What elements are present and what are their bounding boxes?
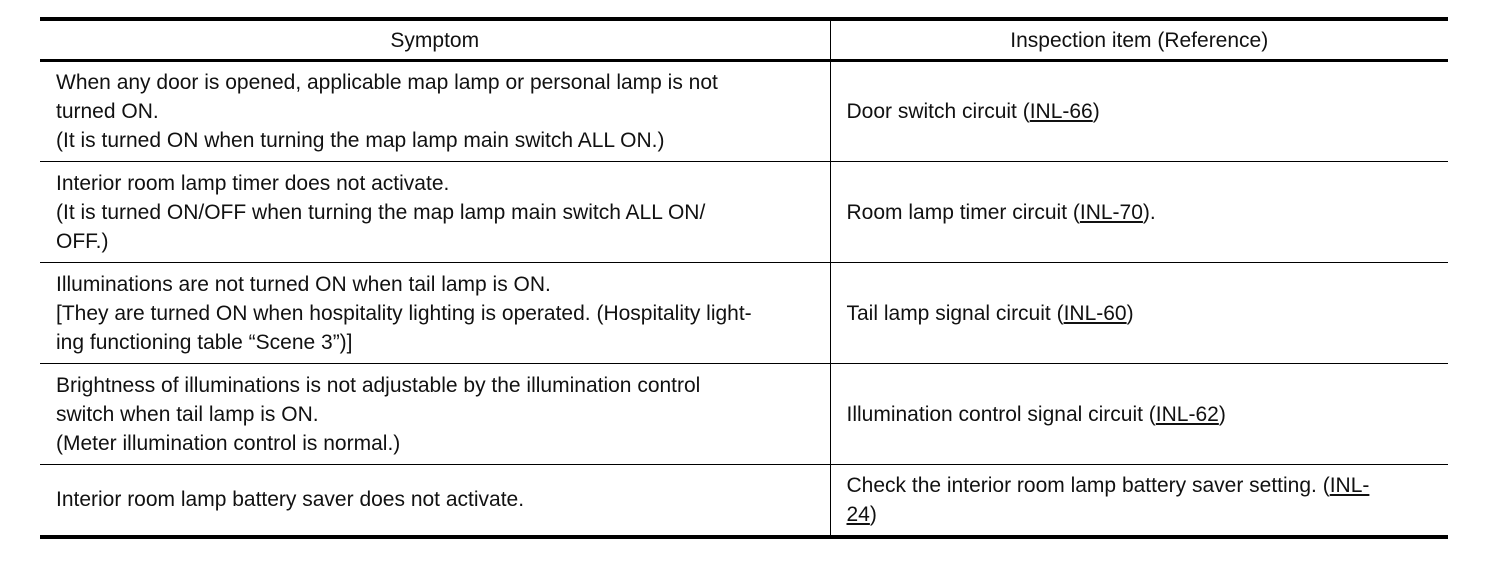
- symptom-text: [They are turned ON when hospitality lighting is operated. (Hospitality light-: [56, 301, 752, 325]
- reference-link[interactable]: INL-62: [1155, 402, 1219, 426]
- inspection-text-end: ).: [1142, 200, 1156, 224]
- inspection-cell: [830, 364, 1448, 465]
- table-row: [40, 162, 1448, 263]
- inspection-text-end: ): [1092, 100, 1100, 123]
- reference-link[interactable]: INL-: [1329, 473, 1370, 497]
- inspection-text-end: ): [1126, 301, 1134, 325]
- inspection-cell: [830, 61, 1448, 162]
- symptom-text: (It is turned ON when turning the map lamp main switch ALL ON.): [56, 129, 665, 152]
- table-header-row: [40, 19, 1448, 61]
- symptom-cell: [40, 465, 830, 537]
- header-inspection-item: Inspection item (Reference): [1010, 28, 1269, 52]
- reference-link-continued[interactable]: 24: [846, 502, 870, 526]
- table-row: [40, 263, 1448, 364]
- symptom-cell: [40, 61, 830, 162]
- symptom-text: When any door is opened, applicable map lamp or personal lamp is not: [56, 71, 718, 94]
- header-symptom: Symptom: [40, 19, 830, 61]
- inspection-text: Room lamp timer circuit (: [846, 200, 1080, 224]
- inspection-text: Check the interior room lamp battery saver setting. (: [846, 473, 1330, 497]
- symptom-text: turned ON.: [56, 100, 159, 123]
- inspection-text: Tail lamp signal circuit (: [846, 301, 1064, 325]
- inspection-cell: [830, 465, 1448, 537]
- inspection-text: Illumination control signal circuit (: [846, 402, 1156, 426]
- inspection-text: Door switch circuit (: [846, 100, 1030, 123]
- symptom-text: (It is turned ON/OFF when turning the map lamp main switch ALL ON/: [56, 200, 706, 224]
- inspection-cell: [830, 263, 1448, 364]
- symptom-text: Illuminations are not turned ON when tail lamp is ON.: [56, 272, 551, 296]
- symptom-cell: [40, 162, 830, 263]
- reference-link[interactable]: INL-60: [1063, 301, 1127, 325]
- symptom-inspection-table: [40, 17, 1448, 539]
- table-row: [40, 61, 1448, 162]
- symptom-text: OFF.): [56, 229, 109, 253]
- inspection-line: [847, 500, 1433, 529]
- symptom-cell: [40, 364, 830, 465]
- symptom-cell: [40, 263, 830, 364]
- symptom-inspection-table-container: [40, 17, 1448, 539]
- reference-link[interactable]: INL-70: [1079, 200, 1143, 224]
- symptom-text: switch when tail lamp is ON.: [56, 402, 319, 426]
- inspection-text-end: ): [869, 502, 877, 526]
- inspection-cell: [830, 162, 1448, 263]
- reference-link[interactable]: INL-66: [1029, 100, 1093, 123]
- table-row: [40, 465, 1448, 537]
- symptom-text: ing functioning table “Scene 3”)]: [56, 330, 353, 354]
- symptom-text: Interior room lamp timer does not activate.: [56, 171, 450, 195]
- inspection-line: [847, 471, 1433, 500]
- symptom-text: Brightness of illuminations is not adjustable by the illumination control: [56, 373, 701, 397]
- symptom-text: (Meter illumination control is normal.): [56, 431, 401, 455]
- inspection-text-end: ): [1218, 402, 1226, 426]
- table-row: [40, 364, 1448, 465]
- symptom-text: Interior room lamp battery saver does not activate.: [56, 488, 525, 512]
